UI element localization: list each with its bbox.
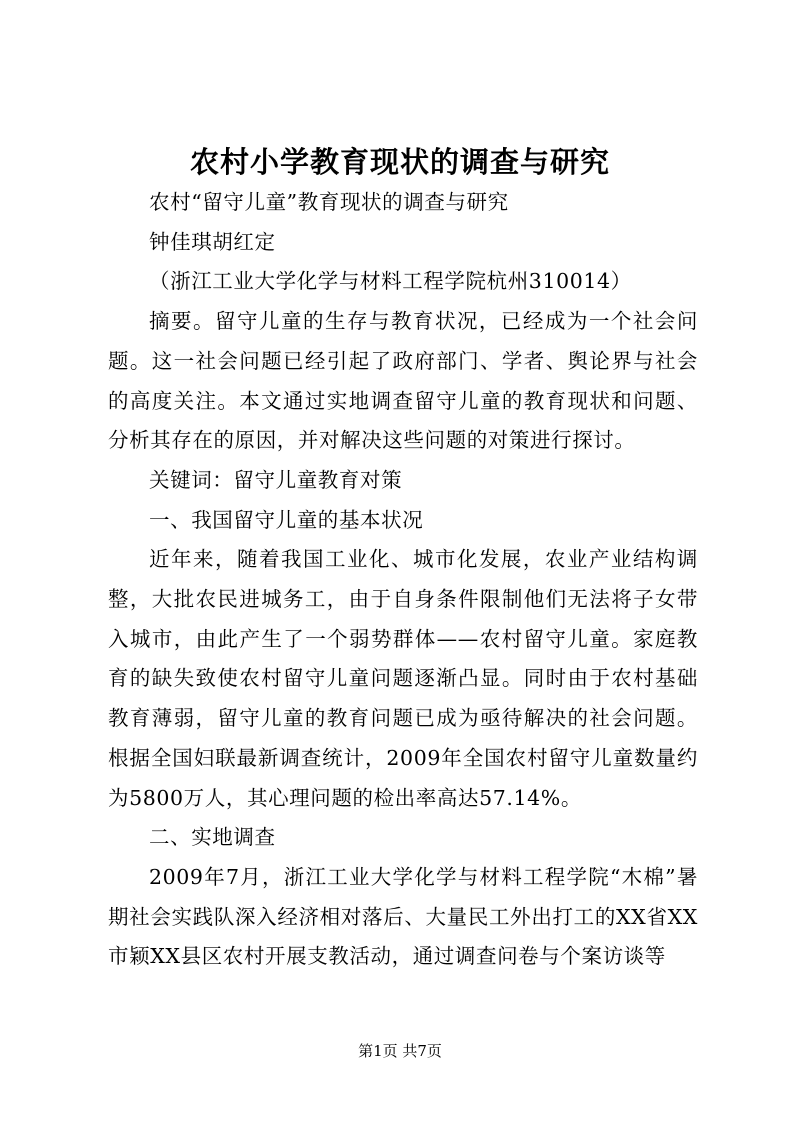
subtitle-paragraph: 农村“留守儿童”教育现状的调查与研究 xyxy=(149,190,509,214)
document-body xyxy=(108,183,698,977)
abstract-paragraph: 摘要。留守儿童的生存与教育状况，已经成为一个社会问题。这一社会问题已经引起了政府部门、学者、舆论界与社会的高度关注。本文通过实地调查留守儿童的教育现状和问题、分析其存在的原因，并对解决这些问题的对策进行探讨。 xyxy=(108,309,698,453)
section-heading-2: 二、实地调查 xyxy=(149,825,276,850)
body-paragraph-1: 近年来，随着我国工业化、城市化发展，农业产业结构调整，大批农民进城务工，由于自身条件限制他们无法将子女带入城市，由此产生了一个弱势群体——农村留守儿童。家庭教育的缺失致使农村留守儿童问题逐渐凸显。同时由于农村基础教育薄弱，留守儿童的教育问题已成为亟待解决的社会问题。根据全国妇联最新调查统计，2009年全国农村留守儿童数量约为5800万人，其心理问题的检出率高达57.14%。 xyxy=(108,547,698,810)
authors-paragraph: 钟佳琪胡红定 xyxy=(149,229,276,254)
page-number-footer: 第1页 共7页 xyxy=(358,1042,442,1060)
keywords-paragraph: 关键词：留守儿童教育对策 xyxy=(149,467,403,492)
affiliation-paragraph: （浙江工业大学化学与材料工程学院杭州310014） xyxy=(149,269,632,294)
body-paragraph-2: 2009年7月，浙江工业大学化学与材料工程学院“木棉”暑期社会实践队深入经济相对落后、大量民工外出打工的XX省XX市颖XX县区农村开展支教活动，通过调查问卷与个案访谈等 xyxy=(108,864,698,969)
section-heading-1: 一、我国留守儿童的基本状况 xyxy=(149,507,424,532)
document-title: 农村小学教育现状的调查与研究 xyxy=(189,145,610,179)
